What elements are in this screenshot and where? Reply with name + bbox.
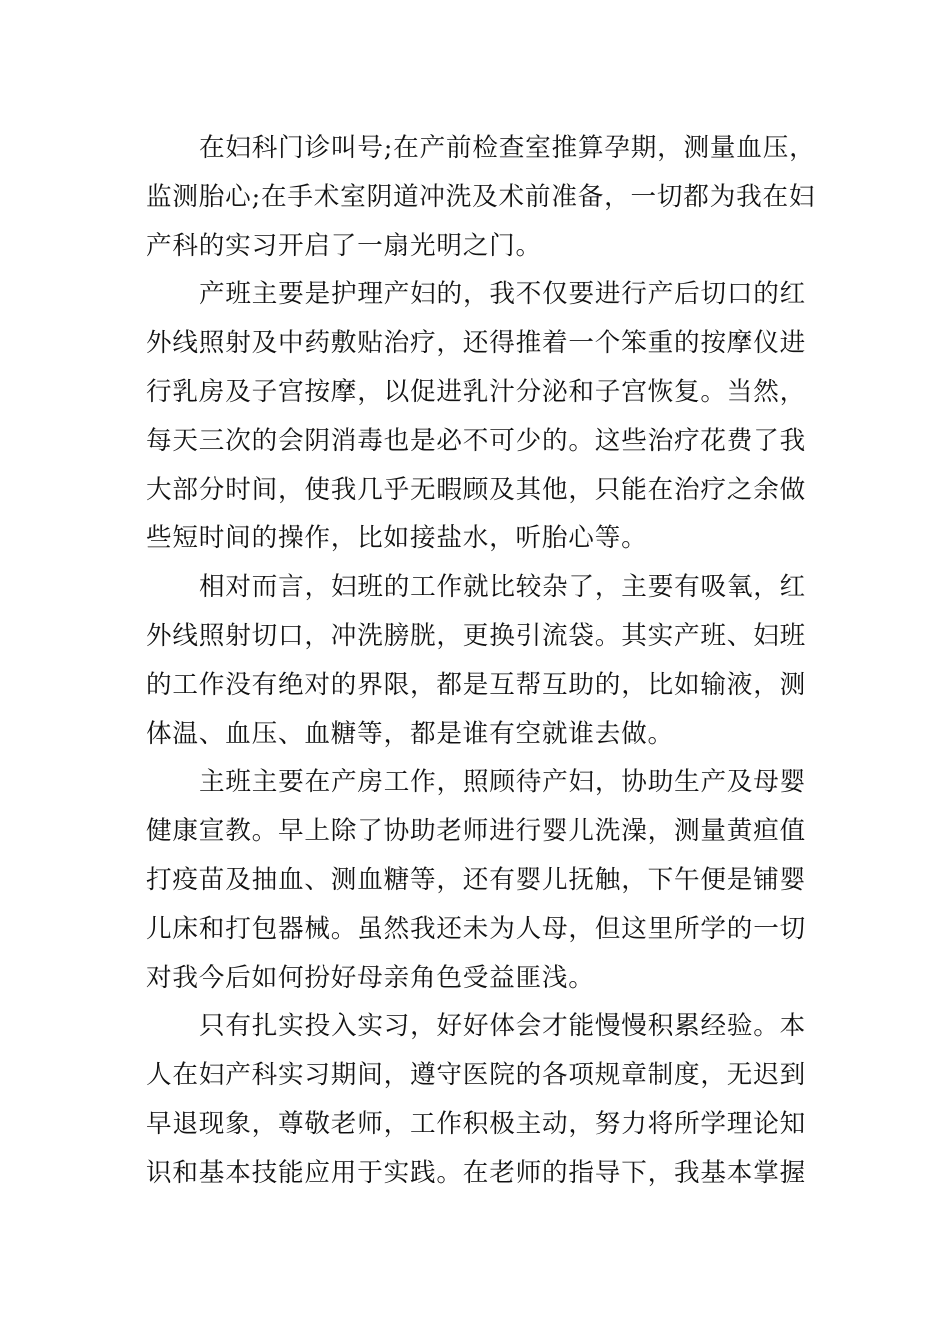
text-line: 打疫苗及抽血、测血糖等，还有婴儿抚触，下午便是铺婴 [146,864,806,895]
text-line: 只有扎实投入实习，好好体会才能慢慢积累经验。本 [199,1011,807,1042]
text-line: 外线照射及中药敷贴治疗，还得推着一个笨重的按摩仪进 [146,328,806,359]
text-line: 监测胎心;在手术室阴道冲洗及术前准备，一切都为我在妇 [146,181,816,212]
paragraph-1 [146,124,816,270]
text-line: 些短时间的操作，比如接盐水，听胎心等。 [146,523,648,554]
text-line: 大部分时间，使我几乎无暇顾及其他，只能在治疗之余做 [146,474,806,505]
text-line: 外线照射切口，冲洗膀胱，更换引流袋。其实产班、妇班 [146,620,806,651]
text-line: 人在妇产科实习期间，遵守医院的各项规章制度，无迟到 [146,1060,806,1091]
paragraph-4 [146,758,806,1002]
text-line: 在妇科门诊叫号;在产前检查室推算孕期，测量血压， [199,133,816,163]
text-line: 儿床和打包器械。虽然我还未为人母，但这里所学的一切 [146,913,806,944]
text-line: 行乳房及子宫按摩，以促进乳汁分泌和子宫恢复。当然， [146,376,806,407]
text-line: 体温、血压、血糖等，都是谁有空就谁去做。 [146,718,674,749]
text-line: 识和基本技能应用于实践。在老师的指导下，我基本掌握 [146,1157,806,1188]
text-line: 健康宣教。早上除了协助老师进行婴儿洗澡，测量黄疸值 [146,816,806,847]
text-line: 相对而言，妇班的工作就比较杂了，主要有吸氧，红 [199,572,807,603]
text-line: 产科的实习开启了一扇光明之门。 [146,230,542,261]
paragraph-5 [146,1002,806,1197]
paragraph-3 [146,563,806,758]
paragraph-2 [146,270,806,563]
text-line: 对我今后如何扮好母亲角色受益匪浅。 [146,962,595,993]
text-line: 产班主要是护理产妇的，我不仅要进行产后切口的红 [199,279,807,310]
text-line: 的工作没有绝对的界限，都是互帮互助的，比如输液，测 [146,669,806,700]
document-body [146,124,816,1198]
text-line: 早退现象，尊敬老师，工作积极主动，努力将所学理论知 [146,1108,806,1139]
text-line: 主班主要在产房工作，照顾待产妇，协助生产及母婴 [199,767,807,798]
text-line: 每天三次的会阴消毒也是必不可少的。这些治疗花费了我 [146,425,806,456]
